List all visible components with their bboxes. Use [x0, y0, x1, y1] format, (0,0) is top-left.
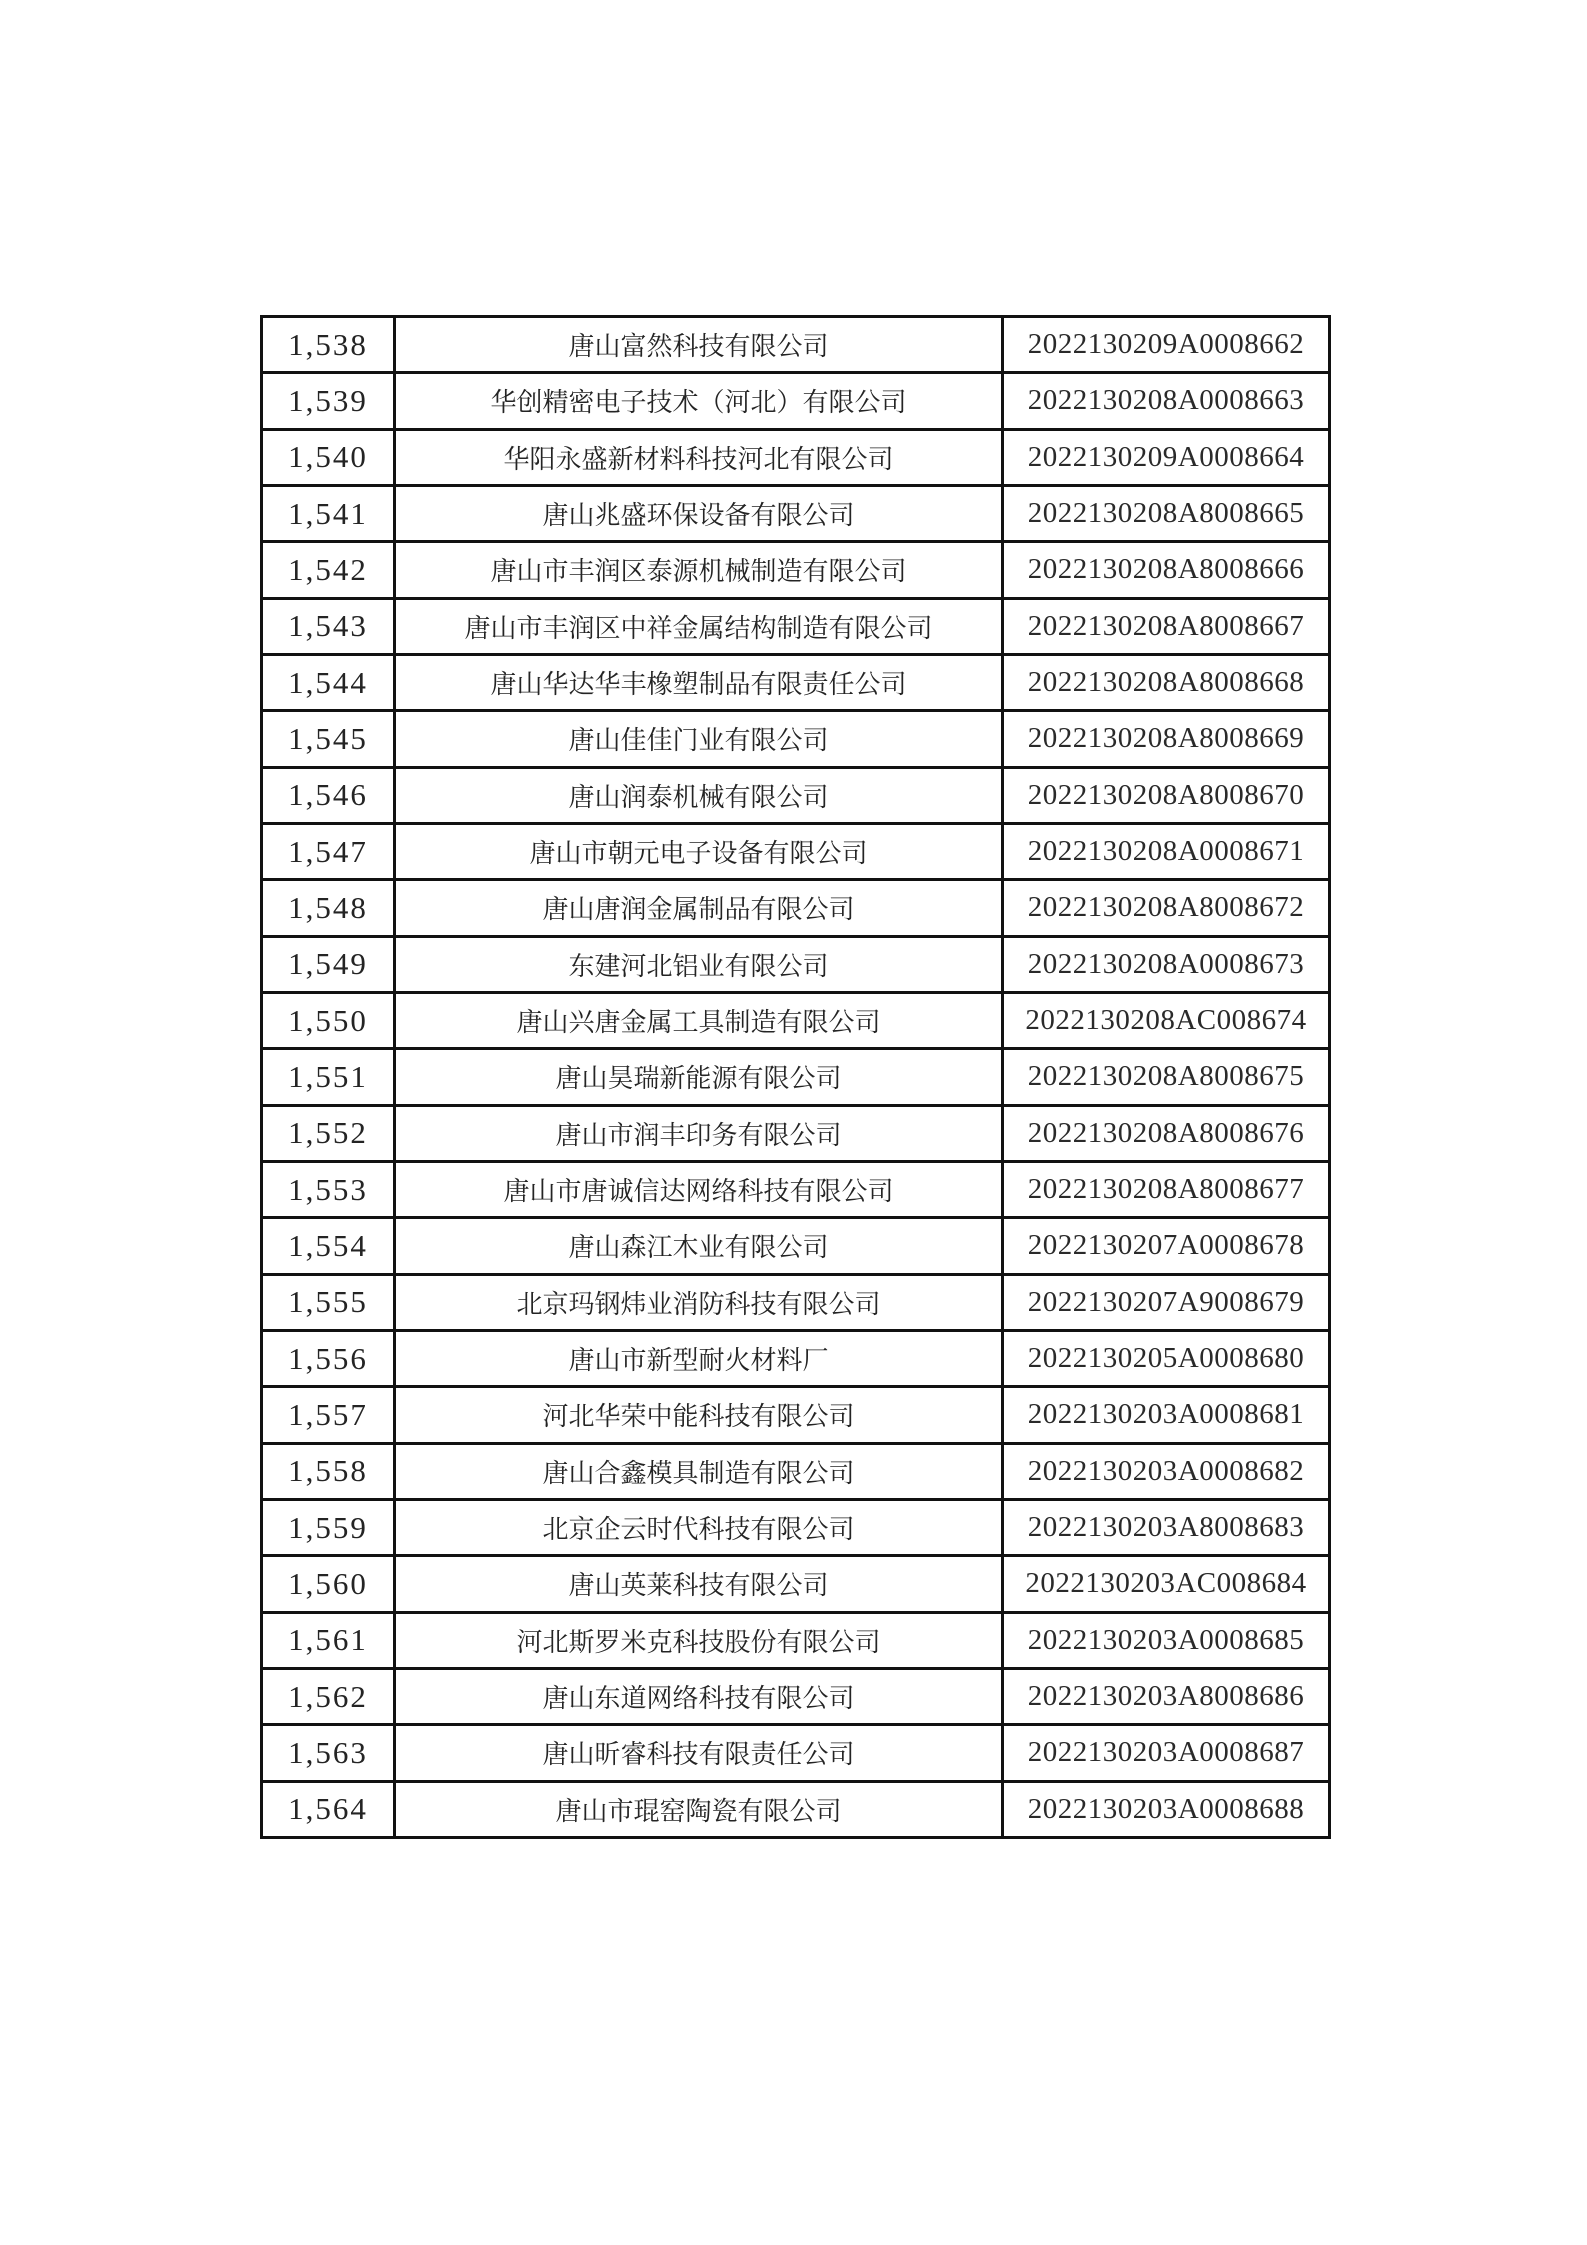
company-name-cell: 唐山昕睿科技有限责任公司 [395, 1725, 1003, 1781]
registration-number-cell: 2022130203A8008683 [1003, 1499, 1330, 1555]
company-name-cell: 河北华荣中能科技有限公司 [395, 1387, 1003, 1443]
registration-number-cell: 2022130203A0008685 [1003, 1612, 1330, 1668]
table-row [262, 485, 1330, 541]
serial-number-cell: 1,541 [262, 485, 395, 541]
serial-number-cell: 1,538 [262, 317, 395, 373]
serial-number-cell: 1,562 [262, 1668, 395, 1724]
table-row [262, 1725, 1330, 1781]
table-row [262, 880, 1330, 936]
serial-number-cell: 1,550 [262, 992, 395, 1048]
company-name-cell: 唐山唐润金属制品有限公司 [395, 880, 1003, 936]
registration-number-cell: 2022130208A8008669 [1003, 711, 1330, 767]
serial-number-cell: 1,547 [262, 823, 395, 879]
table-row [262, 1161, 1330, 1217]
table-row [262, 373, 1330, 429]
serial-number-cell: 1,549 [262, 936, 395, 992]
registration-number-cell: 2022130209A0008662 [1003, 317, 1330, 373]
serial-number-cell: 1,546 [262, 767, 395, 823]
registration-number-cell: 2022130208A8008668 [1003, 654, 1330, 710]
registration-number-cell: 2022130203A0008687 [1003, 1725, 1330, 1781]
registration-number-cell: 2022130207A0008678 [1003, 1218, 1330, 1274]
serial-number-cell: 1,558 [262, 1443, 395, 1499]
serial-number-cell: 1,540 [262, 429, 395, 485]
serial-number-cell: 1,564 [262, 1781, 395, 1837]
serial-number-cell: 1,563 [262, 1725, 395, 1781]
table-row [262, 1443, 1330, 1499]
table-row [262, 429, 1330, 485]
serial-number-cell: 1,555 [262, 1274, 395, 1330]
company-name-cell: 唐山市唐诚信达网络科技有限公司 [395, 1161, 1003, 1217]
company-registration-table [260, 315, 1331, 1839]
table-row [262, 1499, 1330, 1555]
company-table-body [262, 317, 1330, 1838]
table-row [262, 1218, 1330, 1274]
registration-number-cell: 2022130203A0008682 [1003, 1443, 1330, 1499]
company-name-cell: 唐山市新型耐火材料厂 [395, 1330, 1003, 1386]
table-row [262, 1556, 1330, 1612]
company-name-cell: 唐山兴唐金属工具制造有限公司 [395, 992, 1003, 1048]
registration-number-cell: 2022130208A8008667 [1003, 598, 1330, 654]
serial-number-cell: 1,542 [262, 542, 395, 598]
registration-number-cell: 2022130208A8008665 [1003, 485, 1330, 541]
company-name-cell: 唐山市丰润区中祥金属结构制造有限公司 [395, 598, 1003, 654]
registration-number-cell: 2022130208A8008670 [1003, 767, 1330, 823]
table-row [262, 936, 1330, 992]
serial-number-cell: 1,539 [262, 373, 395, 429]
company-name-cell: 唐山英莱科技有限公司 [395, 1556, 1003, 1612]
table-row [262, 823, 1330, 879]
registration-number-cell: 2022130203A0008688 [1003, 1781, 1330, 1837]
company-name-cell: 东建河北铝业有限公司 [395, 936, 1003, 992]
table-row [262, 1330, 1330, 1386]
table-row [262, 1274, 1330, 1330]
registration-number-cell: 2022130208A0008663 [1003, 373, 1330, 429]
registration-number-cell: 2022130208A8008675 [1003, 1049, 1330, 1105]
company-name-cell: 唐山兆盛环保设备有限公司 [395, 485, 1003, 541]
table-row [262, 1387, 1330, 1443]
table-row [262, 1612, 1330, 1668]
registration-number-cell: 2022130208A8008672 [1003, 880, 1330, 936]
serial-number-cell: 1,559 [262, 1499, 395, 1555]
table-row [262, 654, 1330, 710]
registration-number-cell: 2022130203A8008686 [1003, 1668, 1330, 1724]
registration-number-cell: 2022130208A8008676 [1003, 1105, 1330, 1161]
registration-number-cell: 2022130208A8008666 [1003, 542, 1330, 598]
company-name-cell: 华创精密电子技术（河北）有限公司 [395, 373, 1003, 429]
company-name-cell: 唐山市朝元电子设备有限公司 [395, 823, 1003, 879]
registration-number-cell: 2022130208AC008674 [1003, 992, 1330, 1048]
registration-number-cell: 2022130209A0008664 [1003, 429, 1330, 485]
serial-number-cell: 1,553 [262, 1161, 395, 1217]
company-name-cell: 唐山华达华丰橡塑制品有限责任公司 [395, 654, 1003, 710]
table-row [262, 1049, 1330, 1105]
serial-number-cell: 1,548 [262, 880, 395, 936]
serial-number-cell: 1,551 [262, 1049, 395, 1105]
company-name-cell: 唐山市丰润区泰源机械制造有限公司 [395, 542, 1003, 598]
table-row [262, 711, 1330, 767]
table-row [262, 992, 1330, 1048]
serial-number-cell: 1,556 [262, 1330, 395, 1386]
company-name-cell: 唐山润泰机械有限公司 [395, 767, 1003, 823]
serial-number-cell: 1,560 [262, 1556, 395, 1612]
company-name-cell: 唐山森江木业有限公司 [395, 1218, 1003, 1274]
registration-number-cell: 2022130203A0008681 [1003, 1387, 1330, 1443]
serial-number-cell: 1,554 [262, 1218, 395, 1274]
company-name-cell: 河北斯罗米克科技股份有限公司 [395, 1612, 1003, 1668]
company-name-cell: 唐山富然科技有限公司 [395, 317, 1003, 373]
company-name-cell: 唐山昊瑞新能源有限公司 [395, 1049, 1003, 1105]
table-row [262, 317, 1330, 373]
table-row [262, 542, 1330, 598]
company-name-cell: 唐山合鑫模具制造有限公司 [395, 1443, 1003, 1499]
registration-number-cell: 2022130208A0008673 [1003, 936, 1330, 992]
company-name-cell: 唐山市润丰印务有限公司 [395, 1105, 1003, 1161]
serial-number-cell: 1,557 [262, 1387, 395, 1443]
registration-number-cell: 2022130208A8008677 [1003, 1161, 1330, 1217]
company-name-cell: 唐山佳佳门业有限公司 [395, 711, 1003, 767]
table-row [262, 598, 1330, 654]
table-row [262, 1105, 1330, 1161]
company-name-cell: 北京企云时代科技有限公司 [395, 1499, 1003, 1555]
registration-number-cell: 2022130208A0008671 [1003, 823, 1330, 879]
company-name-cell: 华阳永盛新材料科技河北有限公司 [395, 429, 1003, 485]
serial-number-cell: 1,561 [262, 1612, 395, 1668]
table-row [262, 1781, 1330, 1837]
company-name-cell: 北京玛钢炜业消防科技有限公司 [395, 1274, 1003, 1330]
registration-number-cell: 2022130203AC008684 [1003, 1556, 1330, 1612]
serial-number-cell: 1,552 [262, 1105, 395, 1161]
table-row [262, 767, 1330, 823]
company-name-cell: 唐山市琨窑陶瓷有限公司 [395, 1781, 1003, 1837]
serial-number-cell: 1,543 [262, 598, 395, 654]
registration-number-cell: 2022130205A0008680 [1003, 1330, 1330, 1386]
serial-number-cell: 1,545 [262, 711, 395, 767]
company-name-cell: 唐山东道网络科技有限公司 [395, 1668, 1003, 1724]
registration-number-cell: 2022130207A9008679 [1003, 1274, 1330, 1330]
table-row [262, 1668, 1330, 1724]
serial-number-cell: 1,544 [262, 654, 395, 710]
